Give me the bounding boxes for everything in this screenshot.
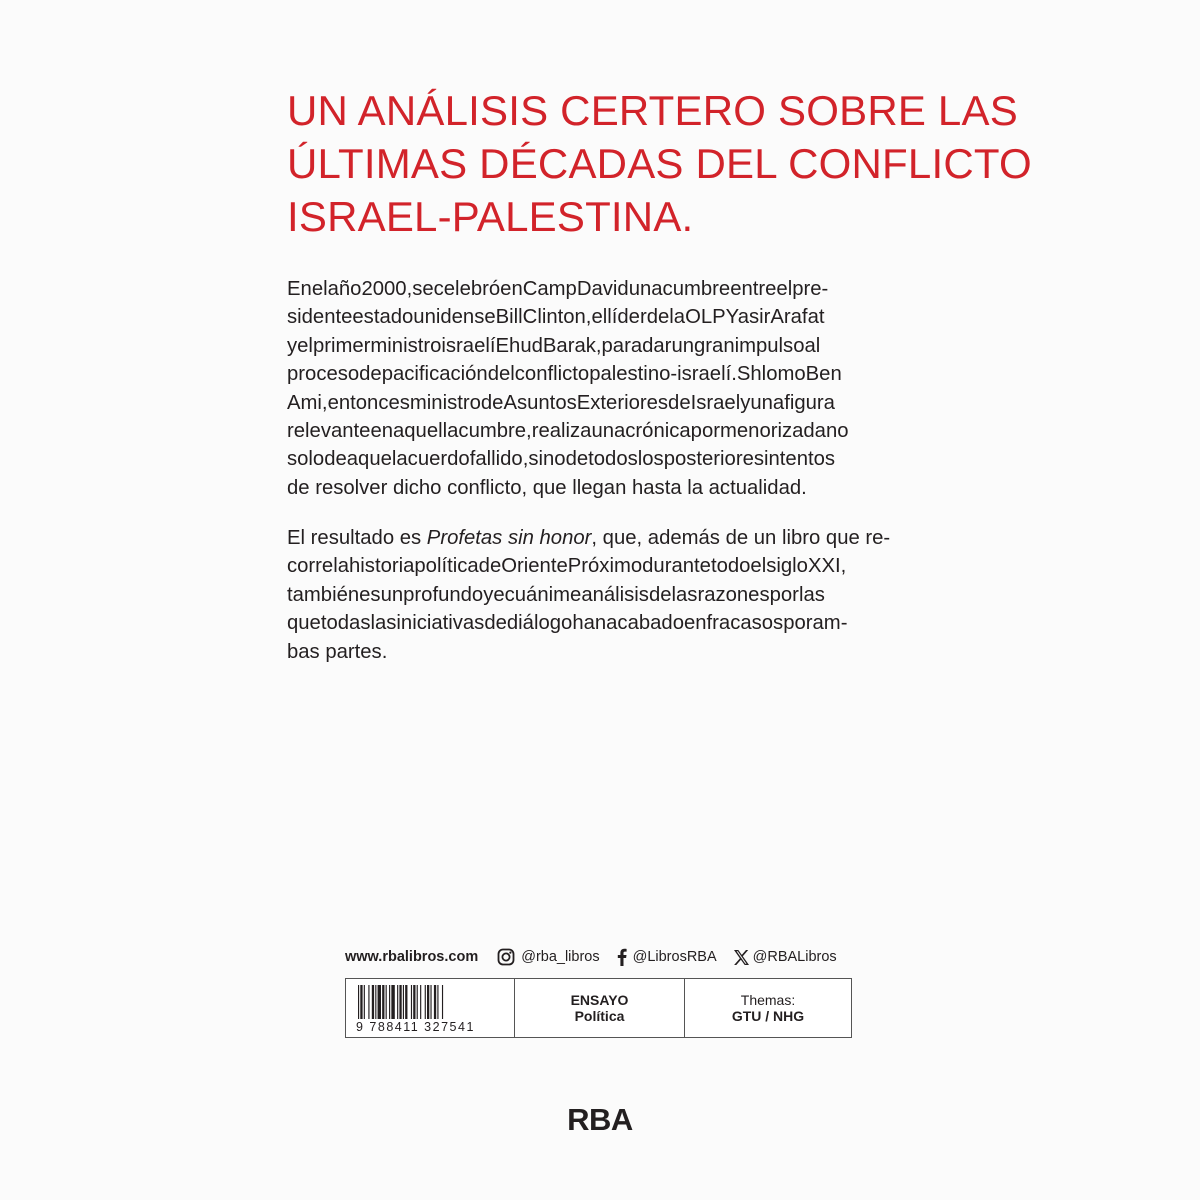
paragraph-line: yelprimerministroisraelíEhudBarak,paradarungranimpulsoal [287,334,821,357]
product-info-box [345,978,852,1038]
x-icon [733,947,751,967]
isbn-number: 9 788411 327541 [356,1020,475,1034]
paragraph-line: de resolver dicho conflicto, que llegan hasta la actualidad. [287,476,807,499]
paragraph-line: quetodaslasiniciativasdediálogohanacabadoenfracasosporam- [287,612,848,635]
book-title: Profetas sin honor [426,527,592,549]
headline-line: UN ANÁLISIS CERTERO SOBRE LAS [287,87,1018,134]
paragraph-line: Ami,entoncesministrodeAsuntosExterioresdeIsraelyunafigura [287,391,835,414]
publisher-logo: RBA [567,1102,633,1137]
social-bar [345,946,865,968]
paragraph-line: correlahistoriapolíticadeOrientePróximodurantetodoelsigloXXI, [287,555,847,578]
barcode-cell [346,979,515,1037]
genre-cell [515,979,685,1037]
barcode [356,985,484,1019]
paragraph-line: tambiénesunprofundoyecuánimeanálisisdelasrazonesporlas [287,583,825,606]
instagram-handle[interactable]: @rba_libros [496,947,599,967]
headline [287,84,1032,243]
synopsis-paragraph-1 [287,275,914,502]
paragraph-line: Enelaño2000,secelebróenCampDavidunacumbreentreelpre- [287,278,829,300]
facebook-handle[interactable]: @LibrosRBA [616,947,717,967]
themas-codes: GTU / NHG [731,1008,805,1024]
instagram-icon [496,947,516,967]
synopsis-paragraph-2 [287,524,914,666]
paragraph-line: El resultado es Profetas sin honor , que, además de un libro que re- [287,524,914,552]
website-link[interactable]: www.rbalibros.com [345,949,479,965]
themas-label: Themas: [740,992,796,1008]
paragraph-line: sidenteestadounidenseBillClinton,ellíderdelaOLPYasirArafat [287,306,825,329]
headline-line: ÚLTIMAS DÉCADAS DEL CONFLICTO [287,140,1032,187]
facebook-icon [616,947,628,967]
paragraph-line: relevanteenaquellacumbre,realizaunacrónicapormenorizadano [287,420,849,443]
paragraph-line: bas partes. [287,640,388,663]
subgenre-label: Política [574,1008,625,1024]
themas-cell [685,979,851,1037]
paragraph-line: solodeaquelacuerdofallido,sinodetodoslosposterioresintentos [287,448,836,471]
headline-line: ISRAEL-PALESTINA. [287,193,694,240]
paragraph-line: procesodepacificacióndelconflictopalestino-israelí.ShlomoBen [287,363,842,386]
genre-label: ENSAYO [570,992,629,1008]
x-handle[interactable]: @RBALibros [733,947,837,967]
